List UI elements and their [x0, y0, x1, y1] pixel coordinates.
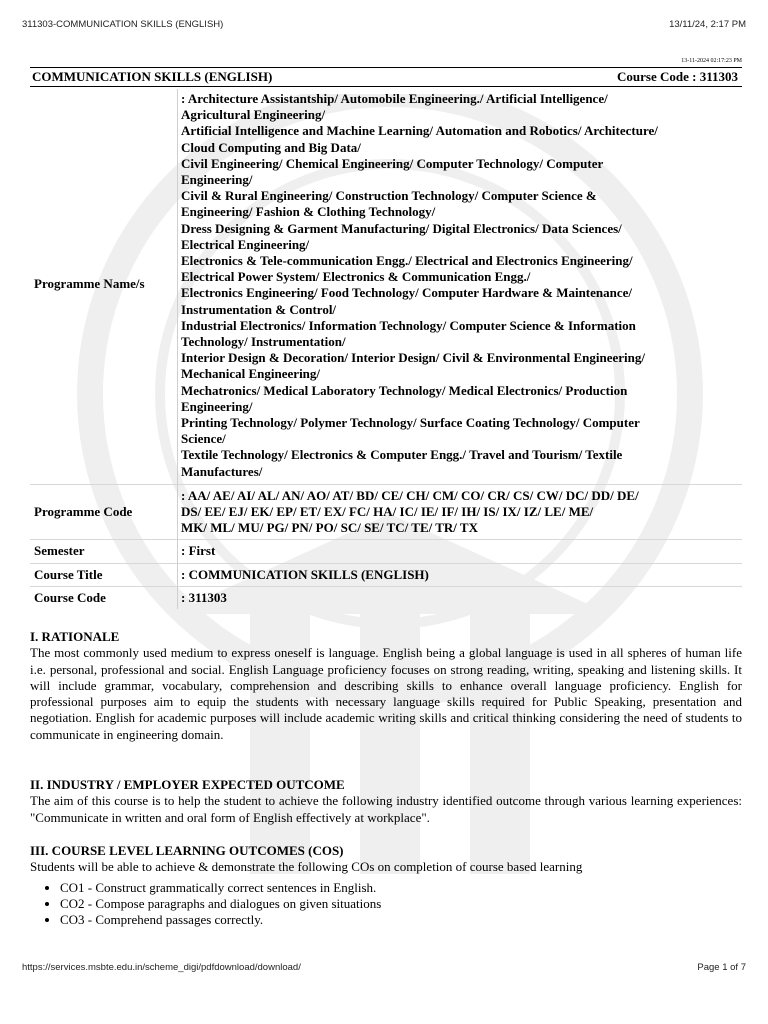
programme-line: Artificial Intelligence and Machine Learning/ Automation and Robotics/ Architecture/ [181, 123, 658, 139]
programme-names-value [178, 89, 743, 484]
document-page [30, 54, 742, 950]
programme-code-label: Programme Code [30, 484, 178, 540]
programme-line: Electronics Engineering/ Food Technology/ Computer Hardware & Maintenance/ [181, 285, 633, 301]
course-title-header: COMMUNICATION SKILLS (ENGLISH) [32, 69, 273, 84]
programme-code-line: DS/ EE/ EJ/ EK/ EP/ ET/ EX/ FC/ HA/ IC/ IE/ IF/ IH/ IS/ IX/ IZ/ LE/ ME/ [181, 504, 594, 520]
programme-line: Printing Technology/ Polymer Technology/ Surface Coating Technology/ Computer [181, 415, 640, 431]
programme-line: Technology/ Instrumentation/ [181, 334, 346, 350]
programme-line: Engineering/ [181, 398, 253, 414]
programme-line: Industrial Electronics/ Information Technology/ Computer Science & Information [181, 317, 636, 333]
course-title-row [30, 563, 742, 586]
programme-code-row [30, 484, 742, 540]
industry-outcome-body: The aim of this course is to help the student to achieve the following industry identified outcome through various learning experiences: "Communicate in written and oral form of English effectively at workplace". [30, 793, 742, 825]
programme-code-line: : AA/ AE/ AI/ AL/ AN/ AO/ AT/ BD/ CE/ CH/ CM/ CO/ CR/ CS/ CW/ DC/ DD/ DE/ [181, 487, 639, 503]
browser-print-header [0, 0, 768, 40]
programme-code-line: MK/ ML/ MU/ PG/ PN/ PO/ SC/ SE/ TC/ TE/ TR/ TX [181, 520, 478, 536]
generated-timestamp: 13-11-2024 02:17:23 PM [681, 58, 742, 64]
page-url: https://services.msbte.edu.in/scheme_digi/pdfdownload/download/ [22, 962, 301, 973]
document-header [30, 67, 742, 87]
programme-line: Textile Technology/ Electronics & Computer Engg./ Travel and Tourism/ Textile [181, 447, 623, 463]
programme-line: Science/ [181, 431, 226, 447]
semester-label: Semester [30, 540, 178, 563]
course-code-header: Course Code : 311303 [617, 69, 738, 84]
programme-line: Agricultural Engineering/ [181, 107, 326, 123]
programme-line: Interior Design & Decoration/ Interior Design/ Civil & Environmental Engineering/ [181, 350, 646, 366]
programme-line: : Architecture Assistantship/ Automobile Engineering./ Artificial Intelligence/ [181, 91, 608, 106]
rationale-body: The most commonly used medium to express oneself is language. English being a global language is used in all spheres of human life i.e. personal, professional and social. English Language proficiency focuses on strong reading, writing, speaking and listening skills. It will include grammar, vocabulary, comprehension and describing skills to enhance overall language proficiency. English for professional purposes aim to equip the students with necessary language skills required for Public Speaking, presentation and negotiation. English for academic purposes will include academic writing skills and critical thinking considering the need of students to communicate in engineering domain. [30, 645, 742, 742]
document-name: 311303-COMMUNICATION SKILLS (ENGLISH) [22, 19, 224, 30]
page-indicator: Page 1 of 7 [697, 962, 746, 973]
programme-line: Instrumentation & Control/ [181, 301, 337, 317]
course-outcomes-list [30, 880, 742, 929]
rationale-heading: I. RATIONALE [30, 629, 120, 644]
course-code-value: : 311303 [178, 586, 743, 609]
semester-value: : First [178, 540, 743, 563]
programme-code-value [178, 484, 743, 540]
programme-line: Engineering/ Fashion & Clothing Technology/ [181, 204, 436, 220]
course-outcomes-intro: Students will be able to achieve & demonstrate the following COs on completion of course based learning [30, 859, 583, 875]
programme-line: Electrical Engineering/ [181, 236, 310, 252]
programme-line: Manufactures/ [181, 463, 263, 479]
industry-outcome-section [30, 777, 742, 826]
programme-line: Electrical Power System/ Electronics & Communication Engg./ [181, 269, 531, 285]
course-info-table [30, 89, 742, 609]
list-item: • CO2 - Compose paragraphs and dialogues on given situations [60, 896, 742, 912]
course-title-label: Course Title [30, 563, 178, 586]
programme-line: Mechatronics/ Medical Laboratory Technology/ Medical Electronics/ Production [181, 382, 628, 398]
programme-names-row [30, 89, 742, 484]
industry-outcome-heading: II. INDUSTRY / EMPLOYER EXPECTED OUTCOME [30, 777, 345, 792]
programme-line: Electronics & Tele-communication Engg./ Electrical and Electronics Engineering/ [181, 253, 633, 269]
course-code-label: Course Code [30, 586, 178, 609]
print-datetime: 13/11/24, 2:17 PM [669, 19, 746, 30]
rationale-section [30, 629, 742, 743]
course-outcomes-heading: III. COURSE LEVEL LEARNING OUTCOMES (COS) [30, 843, 344, 858]
browser-print-footer [0, 962, 768, 982]
course-code-row [30, 586, 742, 609]
programme-line: Mechanical Engineering/ [181, 366, 321, 382]
course-outcomes-section [30, 843, 742, 928]
programme-line: Civil & Rural Engineering/ Construction Technology/ Computer Science & [181, 188, 597, 204]
programme-line: Engineering/ [181, 172, 253, 188]
semester-row [30, 540, 742, 563]
programme-names-label: Programme Name/s [30, 89, 178, 484]
programme-line: Dress Designing & Garment Manufacturing/ Digital Electronics/ Data Sciences/ [181, 220, 622, 236]
course-title-value: : COMMUNICATION SKILLS (ENGLISH) [178, 563, 743, 586]
list-item: • CO1 - Construct grammatically correct sentences in English. [60, 880, 742, 896]
programme-line: Civil Engineering/ Chemical Engineering/ Computer Technology/ Computer [181, 155, 604, 171]
programme-line: Cloud Computing and Big Data/ [181, 139, 361, 155]
list-item: • CO3 - Comprehend passages correctly. [60, 912, 742, 928]
